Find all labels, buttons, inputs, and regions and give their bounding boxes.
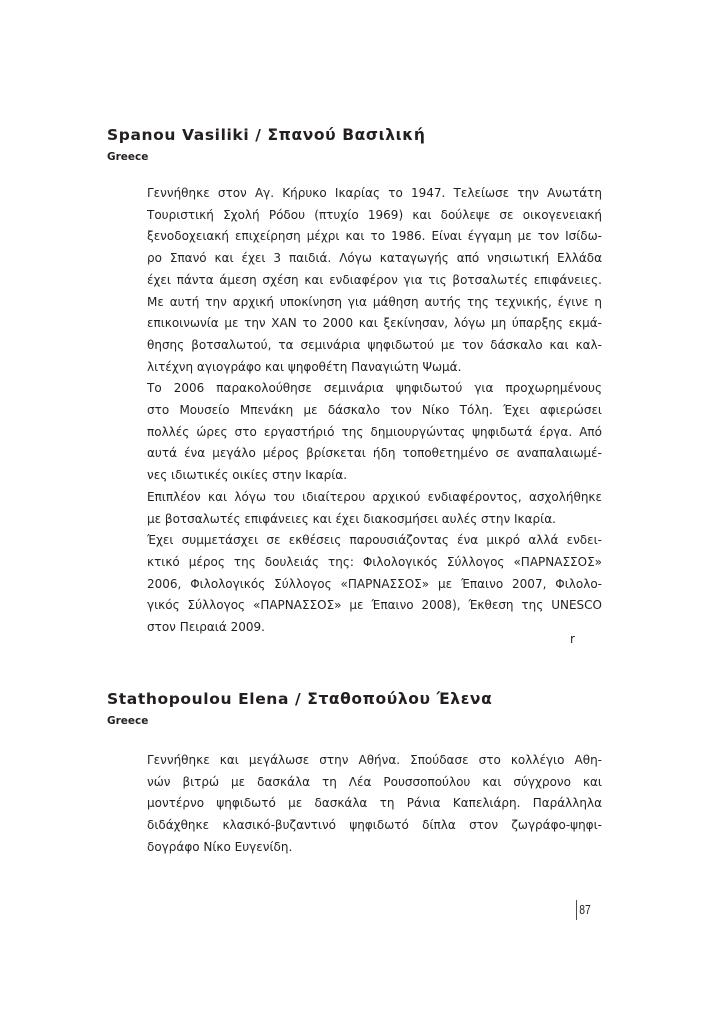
text-line: Έχει συμμετάσχει σε εκθέσεις παρουσιάζοντας ένα μικρό αλλά ενδει- xyxy=(147,533,602,548)
entry-2-country: Greece xyxy=(107,715,149,727)
text-line: νών βιτρώ με δασκάλα τη Λέα Ρουσσοπούλου και σύγχρονο και xyxy=(147,774,602,789)
text-line: λιτέχνη αγιογράφο και ψηφοθέτη Παναγιώτη Ψωμά. xyxy=(147,359,462,374)
text-line: επικοινωνία με την ΧΑΝ το 2000 και ξεκίνησαν, λόγω μη ύπαρξης εκμά- xyxy=(147,316,602,331)
text-line: κτικό μέρος της δουλειάς της: Φιλολογικός Σύλλογος «ΠΑΡΝΑΣΣΟΣ» xyxy=(147,554,602,569)
text-line: 2006, Φιλολογικός Σύλλογος «ΠΑΡΝΑΣΣΟΣ» με Έπαινο 2007, Φιλολο- xyxy=(147,576,602,591)
text-line: Γεννήθηκε και μεγάλωσε στην Αθήνα. Σπούδασε στο κολλέγιο Αθη- xyxy=(147,753,602,767)
text-line: διδάχθηκε κλασικό-βυζαντινό ψηφιδωτό δίπλα στον ζωγράφο-ψηφι- xyxy=(147,818,602,833)
text-line: πολλές ώρες στο εργαστήριό της δημιουργώντας ψηφιδωτά έργα. Από xyxy=(147,424,602,439)
entry-1-name: Spanou Vasiliki / Σπανού Βασιλική xyxy=(107,126,426,144)
text-line: δογράφο Νίκο Ευγενίδη. xyxy=(147,839,293,854)
text-line: μοντέρνο ψηφιδωτό με δασκάλα τη Ράνια Καπελιάρη. Παράλληλα xyxy=(147,796,602,811)
text-line: ρο Σπανό και έχει 3 παιδιά. Λόγω καταγωγής από νησιωτική Ελλάδα xyxy=(147,251,602,266)
text-line: στον Πειραιά 2009. xyxy=(147,620,265,635)
section-end-mark: r xyxy=(570,632,575,646)
text-line: στο Μουσείο Μπενάκη με δάσκαλο τον Νίκο Τόλη. Έχει αφιερώσει xyxy=(147,403,602,418)
entry-2-biography xyxy=(147,750,602,859)
text-line: αυτά ένα μεγάλο μέρος βρίσκεται ήδη τοποθετημένο σε αναπαλαιωμέ- xyxy=(147,446,602,461)
text-line: νες ιδιωτικές οικίες στην Ικαρία. xyxy=(147,468,348,483)
text-line: Το 2006 παρακολούθησε σεμινάρια ψηφιδωτού για προχωρημένους xyxy=(147,381,602,396)
entry-2-name: Stathopoulou Elena / Σταθοπούλου Έλενα xyxy=(107,690,493,708)
text-line: ξενοδοχειακή επιχείρηση μέχρι και το 1986. Είναι έγγαμη με τον Ισίδω- xyxy=(147,229,602,244)
text-line: Τουριστική Σχολή Ρόδου (πτυχίο 1969) και δούλεψε σε οικογενειακή xyxy=(147,207,602,222)
entry-1-country: Greece xyxy=(107,151,149,163)
text-line: με βοτσαλωτές επιφάνειες και έχει διακοσμήσει αυλές στην Ικαρία. xyxy=(147,511,556,526)
page-number: 87 xyxy=(576,900,591,920)
text-line: έχει πάντα άμεση σχέση και ενδιαφέρον για τις βοτσαλωτές επιφάνειες. xyxy=(147,272,602,287)
text-line: Επιπλέον και λόγω του ιδιαίτερου αρχικού ενδιαφέροντος, ασχολήθηκε xyxy=(147,489,602,504)
text-line: Με αυτή την αρχική υποκίνηση για μάθηση αυτής της τεχνικής, έγινε η xyxy=(147,294,602,309)
text-line: θησης βοτσαλωτού, τα σεμινάρια ψηφιδωτού με τον δάσκαλο και καλ- xyxy=(147,337,602,352)
entry-1-biography xyxy=(147,183,602,639)
text-line: Γεννήθηκε στον Αγ. Κήρυκο Ικαρίας το 1947. Τελείωσε την Ανωτάτη xyxy=(147,186,602,200)
text-line: γικός Σύλλογος «ΠΑΡΝΑΣΣΟΣ» με Έπαινο 2008), Έκθεση της UNESCO xyxy=(147,598,602,613)
